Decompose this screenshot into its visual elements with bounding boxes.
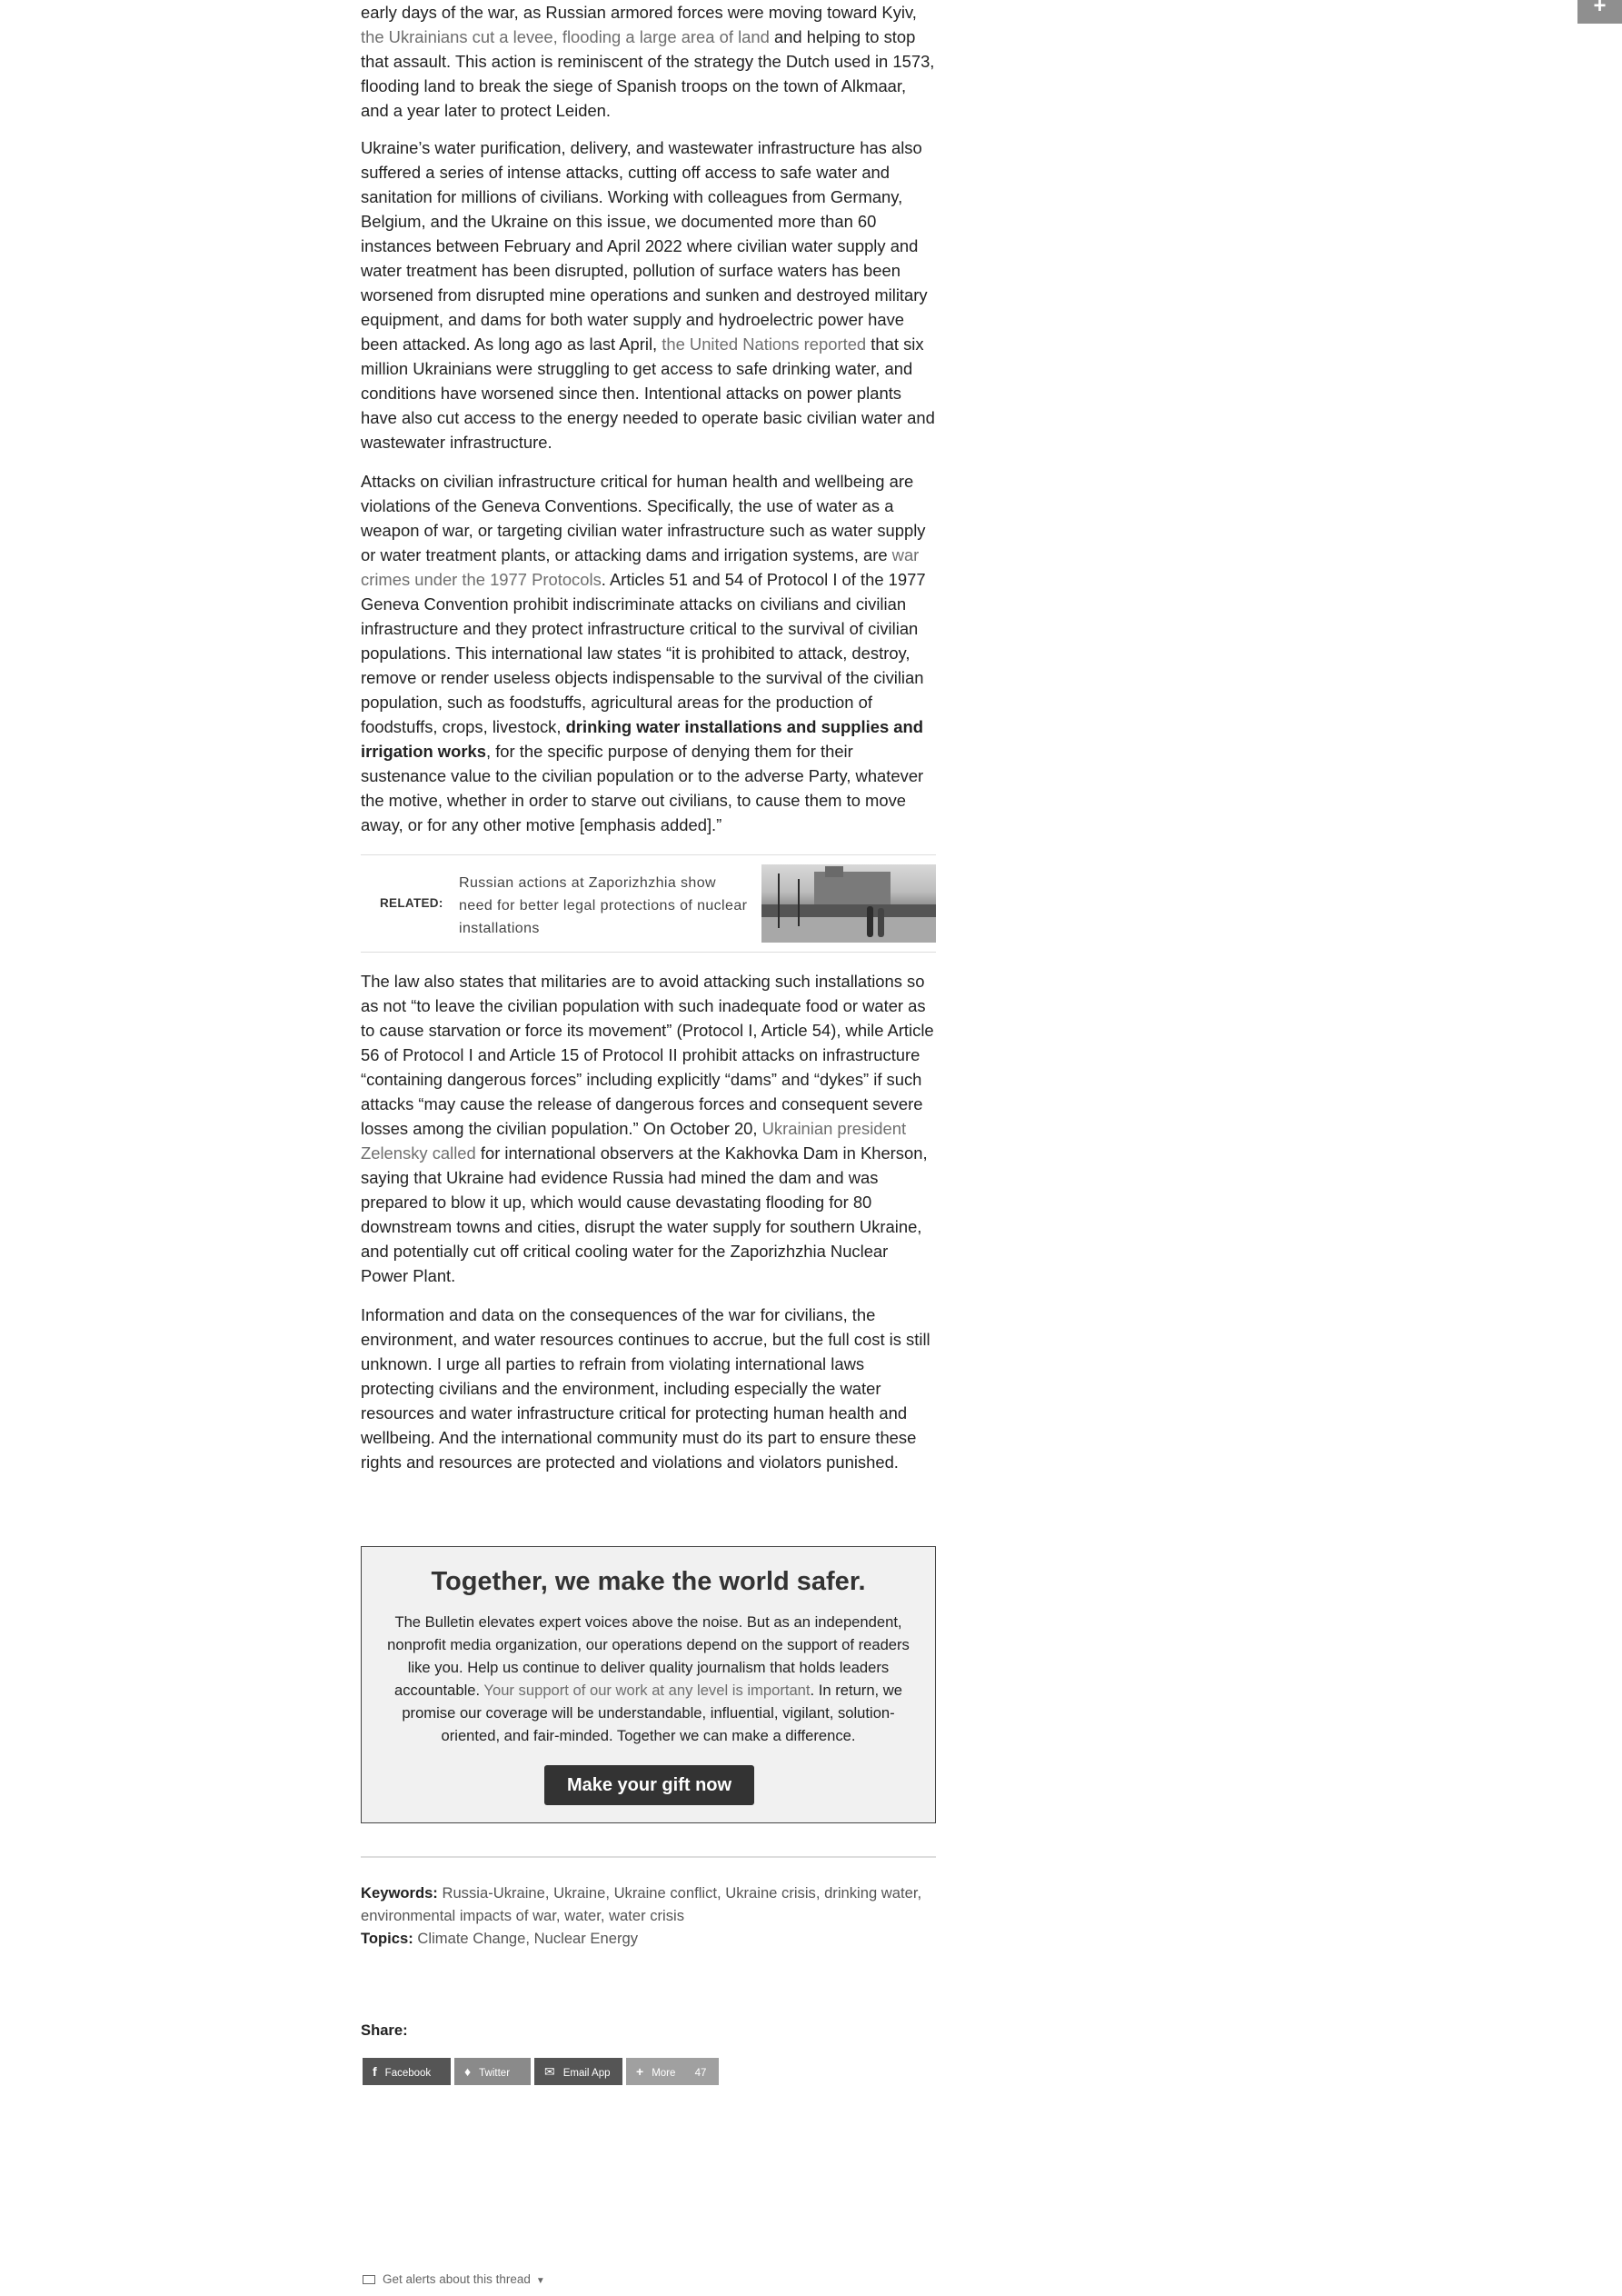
donation-text: The Bulletin elevates expert voices above the noise. But as an independent, nonprofit media organization, our operations depend on the support of readers like you. Help us continue to deliver quality journalism that holds leaders accountable. Your support of our work at any level is important. In return, we promise our coverage will be understandable, influential, vigilant, solution-oriented, and fair-minded. Together we can make a difference.	[387, 1613, 910, 1744]
article-paragraph-4: The law also states that militaries are to avoid attacking such installations so as not “to leave the civilian population with such inadequate food or water as to cause starvation or force its movement” (Protocol I, Article 54), while Article 56 of Protocol I and Article 15 of Protocol II prohibit attacks on infrastructure “containing dangerous forces” including explicitly “dams” and “dykes” if such attacks “may cause the release of dangerous forces and consequent severe losses among the civilian population.” On October 20, Ukrainian president Zelensky called for international observers at the Kakhovka Dam in Kherson, saying that Ukraine had evidence Russia had mined the dam and was prepared to blow it up, which would cause devastating flooding for 80 downstream towns and cities, disrupt the water supply for southern Ukraine, and potentially cut off critical cooling water for the Zaporizhzhia Nuclear Power Plant.	[361, 972, 934, 1285]
topics: Topics: Climate Change, Nuclear Energy	[361, 1930, 638, 1947]
make-gift-button[interactable]: Make your gift now	[544, 1765, 754, 1805]
email-icon: ✉	[544, 2064, 555, 2079]
related-thumbnail-image[interactable]	[761, 864, 936, 943]
article-paragraph-2: Ukraine’s water purification, delivery, and wastewater infrastructure has also suffered a series of intense attacks, cutting off access to safe water and sanitation for millions of civilians. Working with colleagues from Germany, Belgium, and the Ukraine on this issue, we documented more than 60 instances between February and April 2022 where civilian water supply and water treatment has been disrupted, pollution of surface waters has been worsened from disrupted mine operations and sunken and destroyed military equipment, and dams for both water supply and hydroelectric power have been attacked. As long ago as last April, the United Nations reported that six million Ukrainians were struggling to get access to safe drinking water, and conditions have worsened since then. Intentional attacks on power plants have also cut access to the energy needed to operate basic civilian water and wastewater infrastructure.	[361, 138, 935, 452]
topic-link[interactable]: Climate Change	[417, 1930, 526, 1947]
keyword-link[interactable]: drinking water	[824, 1884, 918, 1902]
article-paragraph-5: Information and data on the consequences of the war for civilians, the environment, and water resources continues to accrue, but the full cost is still unknown. I urge all parties to refrain from violating international laws protecting civilians and the environment, including especially the water resources and water infrastructure critical for protecting human health and wellbeing. And the international community must do its part to ensure these rights and resources are protected and violations and violators punished.	[361, 1305, 930, 1472]
article-paragraph-3: Attacks on civilian infrastructure critical for human health and wellbeing are violations of the Geneva Conventions. Specifically, the use of water as a weapon of war, or targeting civilian water infrastructure such as water supply or water treatment plants, or attacking dams and irrigation systems, are war crimes under the 1977 Protocols. Articles 51 and 54 of Protocol I of the 1977 Geneva Convention prohibit indiscriminate attacks on civilians and civilian infrastructure and they protect infrastructure critical to the survival of civilian populations. This international law states “it is prohibited to attack, destroy, remove or render useless objects indispensable to the survival of the civilian population, such as foodstuffs, agricultural areas for the production of foodstuffs, crops, livestock, drinking water installations and supplies and irrigation works, for the specific purpose of denying them for their sustenance value to the civilian population or to the adverse Party, whatever the motive, whether in order to starve out civilians, to cause them to move away, or for any other motive [emphasis added].”	[361, 472, 926, 834]
related-label: RELATED:	[380, 896, 443, 910]
envelope-icon	[363, 2275, 375, 2284]
facebook-share-button[interactable]: f Facebook	[363, 2058, 451, 2085]
get-alerts-link[interactable]: Get alerts about this thread ▼	[363, 2272, 545, 2286]
donation-box	[361, 1546, 936, 1823]
keyword-link[interactable]: environmental impacts of war	[361, 1907, 556, 1924]
keyword-link[interactable]: Ukraine crisis	[725, 1884, 816, 1902]
keywords: Keywords: Russia-Ukraine, Ukraine, Ukraine conflict, Ukraine crisis, drinking water, environmental impacts of war, water, water crisis	[361, 1884, 922, 1924]
keyword-link[interactable]: Ukraine conflict	[613, 1884, 717, 1902]
twitter-icon: ♦	[464, 2064, 472, 2079]
related-link[interactable]: Russian actions at Zaporizhzhia show need for better legal protections of nuclear installations	[459, 875, 748, 936]
plus-icon: +	[636, 2064, 644, 2079]
keyword-link[interactable]: water	[564, 1907, 601, 1924]
more-share-button[interactable]: + More 47	[626, 2058, 719, 2085]
war-crimes-link[interactable]: war crimes under the 1977 Protocols	[361, 545, 920, 589]
article-paragraph-1: early days of the war, as Russian armored forces were moving toward Kyiv, the Ukrainians cut a levee, flooding a large area of land and helping to stop that assault. This action is reminiscent of the strategy the Dutch used in 1573, flooding land to break the siege of Spanish troops on the town of Alkmaar, and a year later to protect Leiden.	[361, 3, 935, 120]
chevron-down-icon: ▼	[535, 2276, 545, 2286]
share-label: Share:	[361, 2021, 408, 2039]
share-count: 47	[694, 2068, 707, 2079]
keyword-link[interactable]: water crisis	[609, 1907, 685, 1924]
levee-link[interactable]: the Ukrainians cut a levee, flooding a large area of land	[361, 27, 770, 46]
zelensky-link[interactable]: Ukrainian president Zelensky called	[361, 1119, 907, 1163]
support-link[interactable]: Your support of our work at any level is important	[483, 1682, 811, 1699]
donation-heading: Together, we make the world safer.	[431, 1567, 866, 1596]
divider	[361, 1856, 936, 1858]
related-article[interactable]	[361, 854, 936, 953]
keyword-link[interactable]: Ukraine	[553, 1884, 606, 1902]
keyword-link[interactable]: Russia-Ukraine	[442, 1884, 545, 1902]
plus-icon[interactable]: +	[1577, 0, 1622, 24]
topic-link[interactable]: Nuclear Energy	[533, 1930, 638, 1947]
twitter-share-button[interactable]: ♦ Twitter	[454, 2058, 531, 2085]
facebook-icon: f	[373, 2064, 377, 2079]
un-report-link[interactable]: the United Nations reported	[662, 334, 867, 354]
email-share-button[interactable]: ✉ Email App	[534, 2058, 622, 2085]
